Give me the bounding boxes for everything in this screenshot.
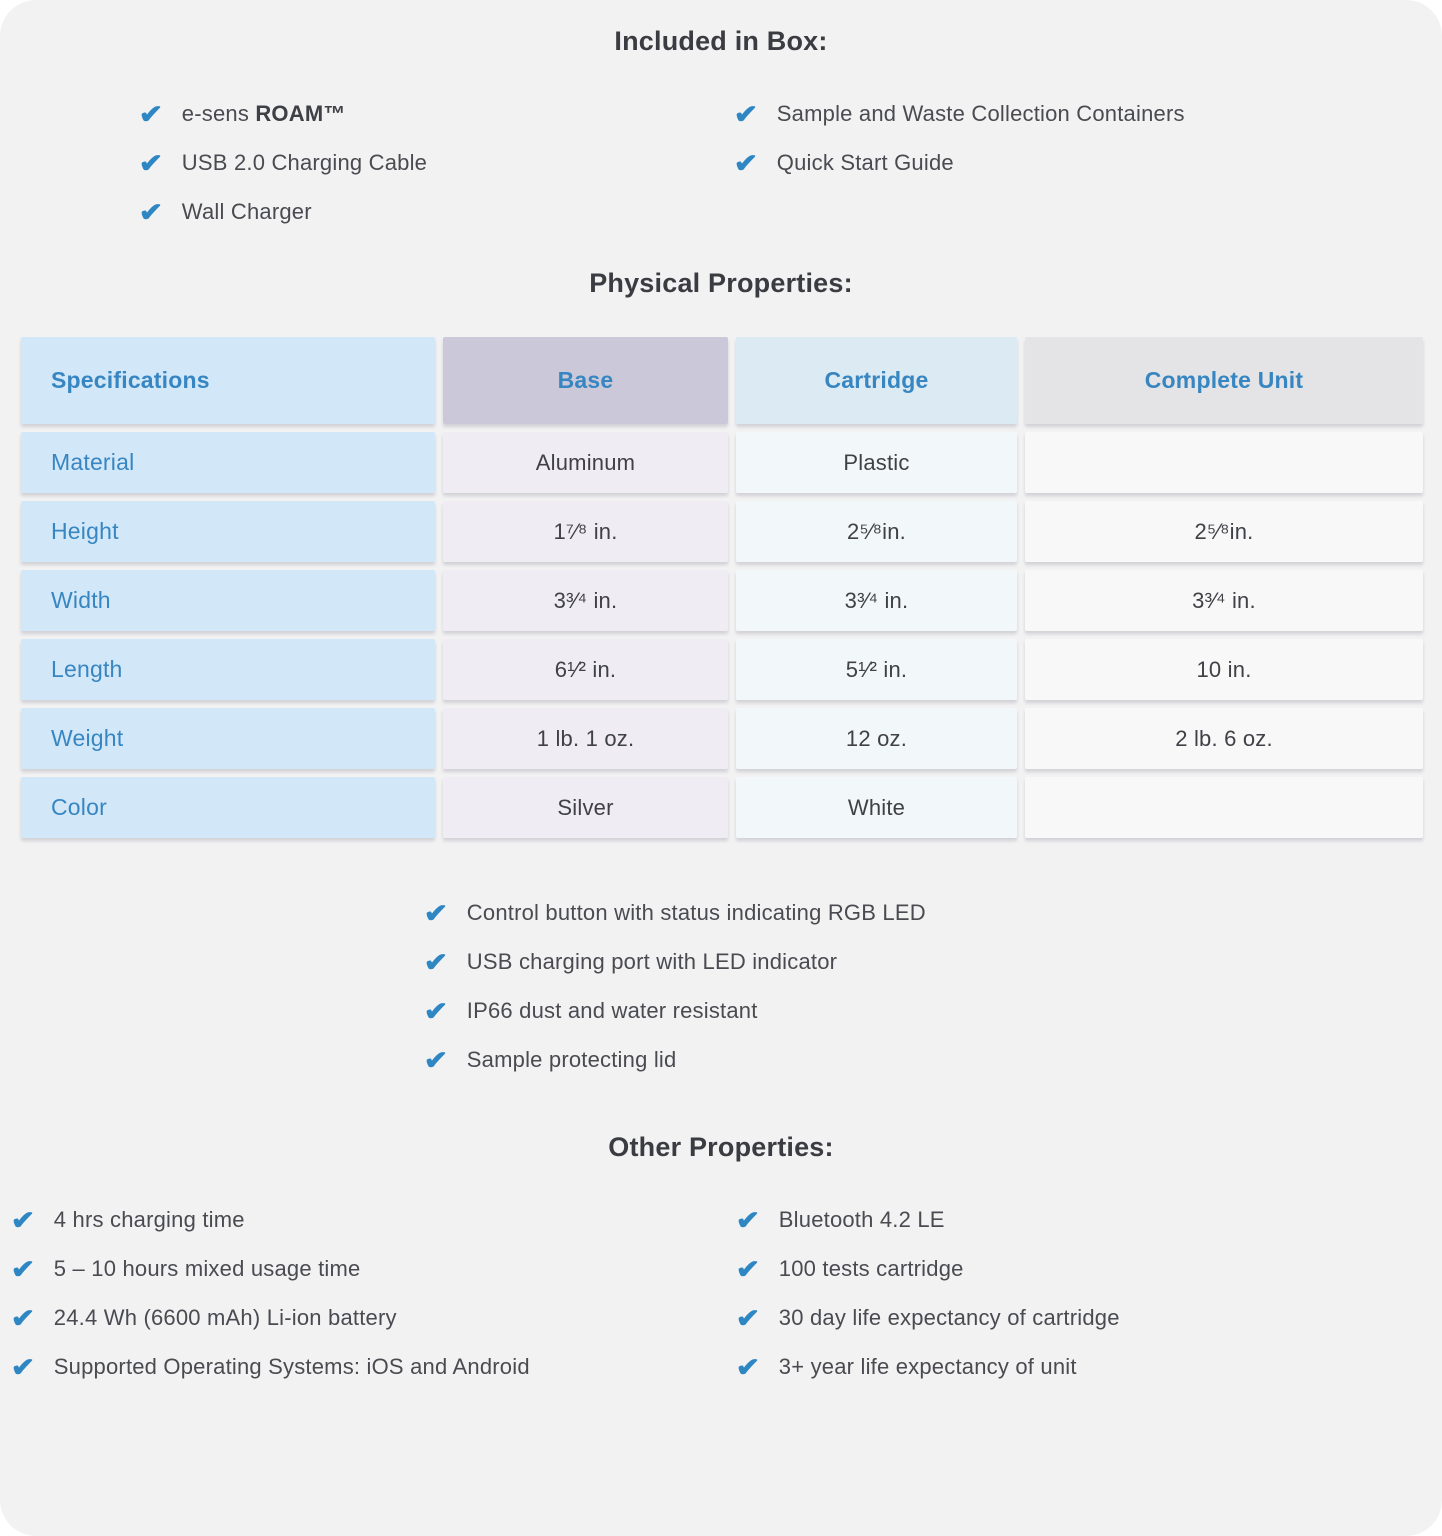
included-in-box-section — [0, 89, 1442, 236]
other-properties-title: Other Properties: — [608, 1132, 834, 1162]
table-cell-height-base: 1⁷⁄⁸ in. — [443, 501, 728, 562]
table-cell-length-complete: 10 in. — [1025, 639, 1423, 700]
table-cell-height-complete: 2⁵⁄⁸in. — [1025, 501, 1423, 562]
included-in-box-left-list — [0, 89, 721, 236]
list-item — [140, 89, 721, 138]
check-icon: ✔ — [138, 196, 164, 227]
table-cell-height-cartridge: 2⁵⁄⁸in. — [736, 501, 1017, 562]
list-item-label: IP66 dust and water resistant — [466, 997, 758, 1023]
other-properties-section — [0, 1195, 1442, 1391]
table-cell-width-complete: 3³⁄⁴ in. — [1025, 570, 1423, 631]
check-icon: ✔ — [735, 1302, 761, 1333]
table-header-complete-unit: Complete Unit — [1025, 337, 1423, 424]
list-item — [425, 986, 1442, 1035]
list-item-label: 3+ year life expectancy of unit — [778, 1353, 1077, 1379]
check-icon: ✔ — [10, 1351, 36, 1382]
list-item-label: USB 2.0 Charging Cable — [181, 149, 428, 175]
table-cell-weight-cartridge: 12 oz. — [736, 708, 1017, 769]
table-cell-material-cartridge: Plastic — [736, 432, 1017, 493]
check-icon: ✔ — [10, 1302, 36, 1333]
list-item — [735, 89, 1442, 138]
list-item-label: Wall Charger — [181, 198, 312, 224]
list-item-label: 4 hrs charging time — [53, 1206, 245, 1232]
list-item — [737, 1342, 1442, 1391]
included-in-box-right-list — [721, 89, 1442, 236]
table-header-cartridge: Cartridge — [736, 337, 1017, 424]
table-cell-weight-complete: 2 lb. 6 oz. — [1025, 708, 1423, 769]
check-icon: ✔ — [138, 98, 164, 129]
included-in-box-title: Included in Box: — [614, 26, 828, 56]
list-item — [12, 1195, 721, 1244]
check-icon: ✔ — [423, 946, 449, 977]
list-item-label: 5 – 10 hours mixed usage time — [53, 1255, 361, 1281]
list-item — [425, 888, 1442, 937]
table-cell-width-base: 3³⁄⁴ in. — [443, 570, 728, 631]
table-cell-color-base: Silver — [443, 777, 728, 838]
check-icon: ✔ — [10, 1253, 36, 1284]
physical-properties-table — [21, 337, 1421, 838]
table-cell-weight-base: 1 lb. 1 oz. — [443, 708, 728, 769]
list-item — [735, 138, 1442, 187]
check-icon: ✔ — [735, 1253, 761, 1284]
check-icon: ✔ — [733, 147, 759, 178]
table-cell-length-base: 6¹⁄² in. — [443, 639, 728, 700]
list-item-label: e-sens ROAM™ — [181, 100, 346, 126]
list-item — [12, 1342, 721, 1391]
list-item — [140, 138, 721, 187]
table-cell-width-cartridge: 3³⁄⁴ in. — [736, 570, 1017, 631]
physical-properties-title: Physical Properties: — [589, 268, 853, 298]
check-icon: ✔ — [423, 995, 449, 1026]
other-properties-left-list — [0, 1195, 721, 1391]
check-icon: ✔ — [733, 98, 759, 129]
list-item — [12, 1244, 721, 1293]
table-cell-length-cartridge: 5¹⁄² in. — [736, 639, 1017, 700]
list-item-label: Sample and Waste Collection Containers — [776, 100, 1185, 126]
list-item-label: 30 day life expectancy of cartridge — [778, 1304, 1120, 1330]
row-label-material: Material — [21, 432, 435, 493]
list-item — [425, 1035, 1442, 1084]
table-header-specifications: Specifications — [21, 337, 435, 424]
row-label-weight: Weight — [21, 708, 435, 769]
row-label-width: Width — [21, 570, 435, 631]
check-icon: ✔ — [10, 1204, 36, 1235]
list-item — [425, 937, 1442, 986]
table-cell-material-base: Aluminum — [443, 432, 728, 493]
check-icon: ✔ — [423, 1044, 449, 1075]
list-item-label: Quick Start Guide — [776, 149, 954, 175]
list-item-label: 24.4 Wh (6600 mAh) Li-ion battery — [53, 1304, 397, 1330]
list-item-label: USB charging port with LED indicator — [466, 948, 838, 974]
row-label-color: Color — [21, 777, 435, 838]
list-item-label: Bluetooth 4.2 LE — [778, 1206, 945, 1232]
list-item — [737, 1195, 1442, 1244]
list-item-label: 100 tests cartridge — [778, 1255, 964, 1281]
table-cell-material-complete — [1025, 432, 1423, 493]
device-features-list — [425, 888, 1442, 1084]
table-cell-color-cartridge: White — [736, 777, 1017, 838]
list-item — [12, 1293, 721, 1342]
table-header-base: Base — [443, 337, 728, 424]
check-icon: ✔ — [423, 897, 449, 928]
table-cell-color-complete — [1025, 777, 1423, 838]
check-icon: ✔ — [735, 1204, 761, 1235]
list-item-label: Sample protecting lid — [466, 1046, 677, 1072]
list-item-label: Control button with status indicating RGB LED — [466, 899, 926, 925]
other-properties-right-list — [721, 1195, 1442, 1391]
list-item-label: Supported Operating Systems: iOS and Android — [53, 1353, 530, 1379]
row-label-length: Length — [21, 639, 435, 700]
check-icon: ✔ — [138, 147, 164, 178]
check-icon: ✔ — [735, 1351, 761, 1382]
list-item — [140, 187, 721, 236]
row-label-height: Height — [21, 501, 435, 562]
list-item — [737, 1244, 1442, 1293]
list-item — [737, 1293, 1442, 1342]
